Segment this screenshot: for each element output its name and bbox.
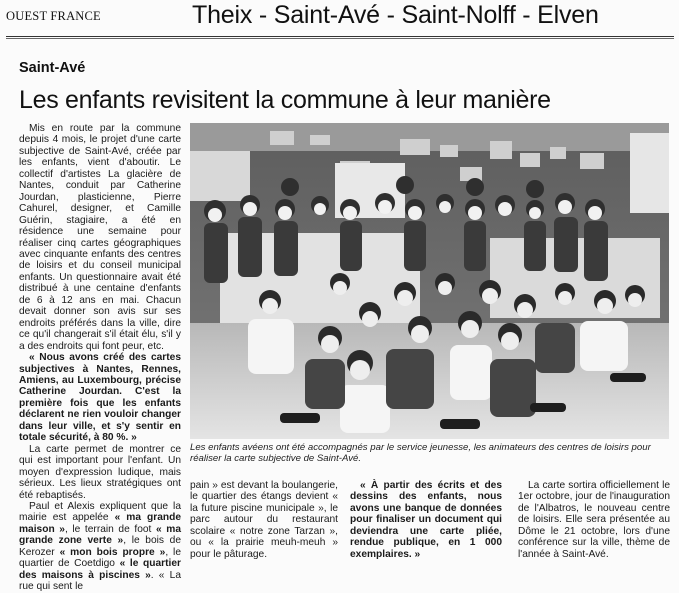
paragraph-col3: « À partir des écrits et des dessins des enfants, nous avons une banque de données pour finaliser un document qui deviendra une carte pliée, rendue publique, en 1 000 exemplaires. » — [350, 480, 502, 560]
article-column-3 — [350, 480, 502, 560]
masthead — [0, 0, 679, 36]
header-rule-thin — [6, 38, 674, 39]
paragraph-intro: Mis en route par la commune depuis 4 mois, le projet d'une carte subjective de Saint-Avé, créée par les enfants, vient d'aboutir. Le collectif d'artistes La glacière de Nantes, conduit par Catherine Jourdan, plasticienne, Pierre Cahurel, designer, et Camille Guérin, stagiaire, a été en résidence une semaine pour réaliser cinq cartes géographiques avec cinquante enfants des centres de loisirs et du conseil municipal enfants. Un questionnaire avait été distribué à une centaine d'enfants de 6 à 12 ans en mai. Chacun devait donner son avis sur ses endroits préférés dans la ville, dire ce qu'il changerait s'il était élu, s'il y a des endroits qui font peur, etc. — [19, 123, 181, 352]
article-column-2 — [190, 480, 338, 560]
towns-header: Theix - Saint-Avé - Saint-Nolff - Elven — [192, 1, 599, 29]
paragraph-quote: « Nous avons créé des cartes subjectives à Nantes, Rennes, Amiens, au Luxembourg, précise Catherine Jourdan. C'est la première fois que les enfants déclarent ne rien vouloir changer dans leur ville, et s'y sentir en totale sécurité, à 80 %. » — [19, 352, 181, 444]
headline: Les enfants revisitent la commune à leur manière — [19, 86, 551, 114]
paragraph-col2: pain » est devant la boulangerie, le quartier des étangs devient « la future piscine municipale », le parc autour du restaurant scolaire « notre zone Tarzan », ou « la prairie meuh-meuh » pour le pâturage. — [190, 480, 338, 560]
header-rule-thick — [6, 36, 674, 37]
group-photo — [190, 123, 669, 439]
paper-name: OUEST FRANCE — [6, 9, 101, 23]
article-left-column — [19, 123, 181, 593]
article-column-4 — [518, 480, 670, 560]
photo-caption: Les enfants avéens ont été accompagnés par le service jeunesse, les animateurs des centres de loisirs pour réaliser la carte subjective de Saint-Avé. — [190, 442, 651, 464]
paragraph-col4: La carte sortira officiellement le 1er octobre, jour de l'inauguration de l'Albatros, le nouveau centre de loisirs. Elle sera présentée au Dôme le 21 octobre, lors d'une conférence sur la ville, thème de l'année à Saint-Avé. — [518, 480, 670, 560]
paragraph-places: Paul et Alexis expliquent que la mairie est appelée « ma grande maison », le terrain de foot « ma grande zone verte », le bois de Kerozer « mon bois propre », le quartier de Coetdigo « le quartier des maisons à piscines ». « La rue qui sent le — [19, 500, 181, 593]
section-label: Saint-Avé — [19, 60, 86, 76]
paragraph-purpose: La carte permet de montrer ce qui est important pour l'enfant. Un moyen d'expression ludique, mais sérieux. Les lieux stratégiques ont été rebaptisés. — [19, 443, 181, 501]
